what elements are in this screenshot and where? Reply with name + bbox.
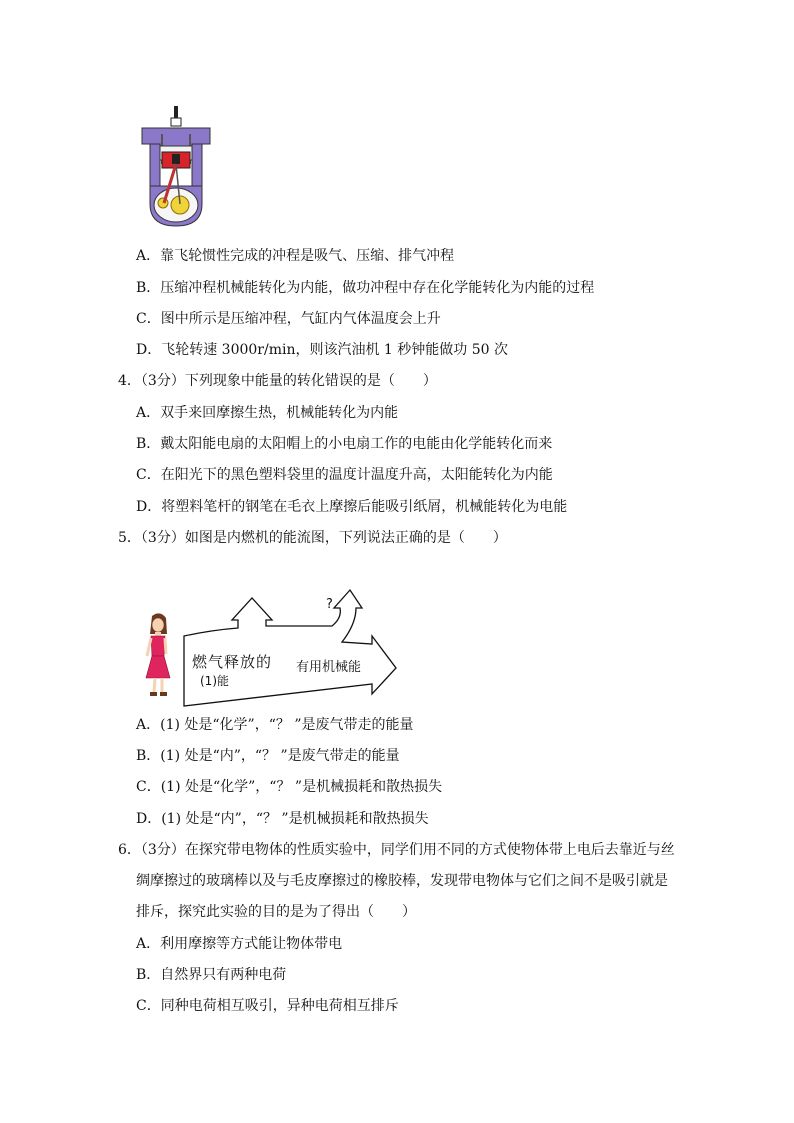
q5-option-c: C．(1) 处是“化学”，“？ ”是机械损耗和散热损失: [136, 779, 443, 795]
q4-stem: 4．（3分）下列现象中能量的转化错误的是（ ）: [118, 373, 437, 389]
q4-option-b: B．戴太阳能电扇的太阳帽上的小电扇工作的电能由化学能转化而来: [136, 436, 553, 452]
useful-energy-label: 有用机械能: [296, 660, 362, 675]
q3-option-d: D．飞轮转速 3000r/min，则该汽油机 1 秒钟能做功 50 次: [136, 342, 509, 358]
engine-cylinder-figure: [136, 104, 216, 230]
q3-option-c: C．图中所示是压缩冲程，气缸内气体温度会上升: [136, 311, 441, 327]
q4-option-d: D．将塑料笔杆的钢笔在毛衣上摩擦后能吸引纸屑，机械能转化为电能: [136, 499, 568, 515]
q3-option-b: B．压缩冲程机械能转化为内能，做功冲程中存在化学能转化为内能的过程: [136, 280, 595, 296]
q5-option-b: B．(1) 处是“内”，“？ ”是废气带走的能量: [136, 748, 400, 764]
girl-figure: [140, 612, 176, 698]
q5-option-d: D．(1) 处是“内”，“？ ”是机械损耗和散热损失: [136, 811, 429, 827]
q6-stem-line-1: 6．（3分）在探究带电物体的性质实验中，同学们用不同的方式使物体带上电后去靠近与丝: [118, 842, 675, 858]
q5-stem: 5．（3分）如图是内燃机的能流图，下列说法正确的是（ ）: [118, 530, 507, 546]
energy-flow-diagram: [182, 588, 400, 708]
q5-option-a: A．(1) 处是“化学”，“？ ”是废气带走的能量: [136, 717, 414, 733]
q6-option-a: A．利用摩擦等方式能让物体带电: [136, 936, 343, 952]
question-mark-label: ?: [326, 597, 333, 612]
q4-option-c: C．在阳光下的黑色塑料袋里的温度计温度升高，太阳能转化为内能: [136, 467, 553, 483]
q6-stem-line-2: 绸摩擦过的玻璃棒以及与毛皮摩擦过的橡胶棒，发现带电物体与它们之间不是吸引就是: [136, 873, 668, 889]
q6-option-c: C．同种电荷相互吸引，异种电荷相互排斥: [136, 998, 399, 1014]
q4-option-a: A．双手来回摩擦生热，机械能转化为内能: [136, 405, 399, 421]
q6-stem-line-3: 排斥，探究此实验的目的是为了得出（ ）: [136, 904, 416, 920]
q6-option-b: B．自然界只有两种电荷: [136, 967, 287, 983]
flow-sub-label: (1)能: [200, 674, 229, 688]
flow-source-label: 燃气释放的: [192, 653, 273, 671]
q3-option-a: A．靠飞轮惯性完成的冲程是吸气、压缩、排气冲程: [136, 248, 455, 264]
